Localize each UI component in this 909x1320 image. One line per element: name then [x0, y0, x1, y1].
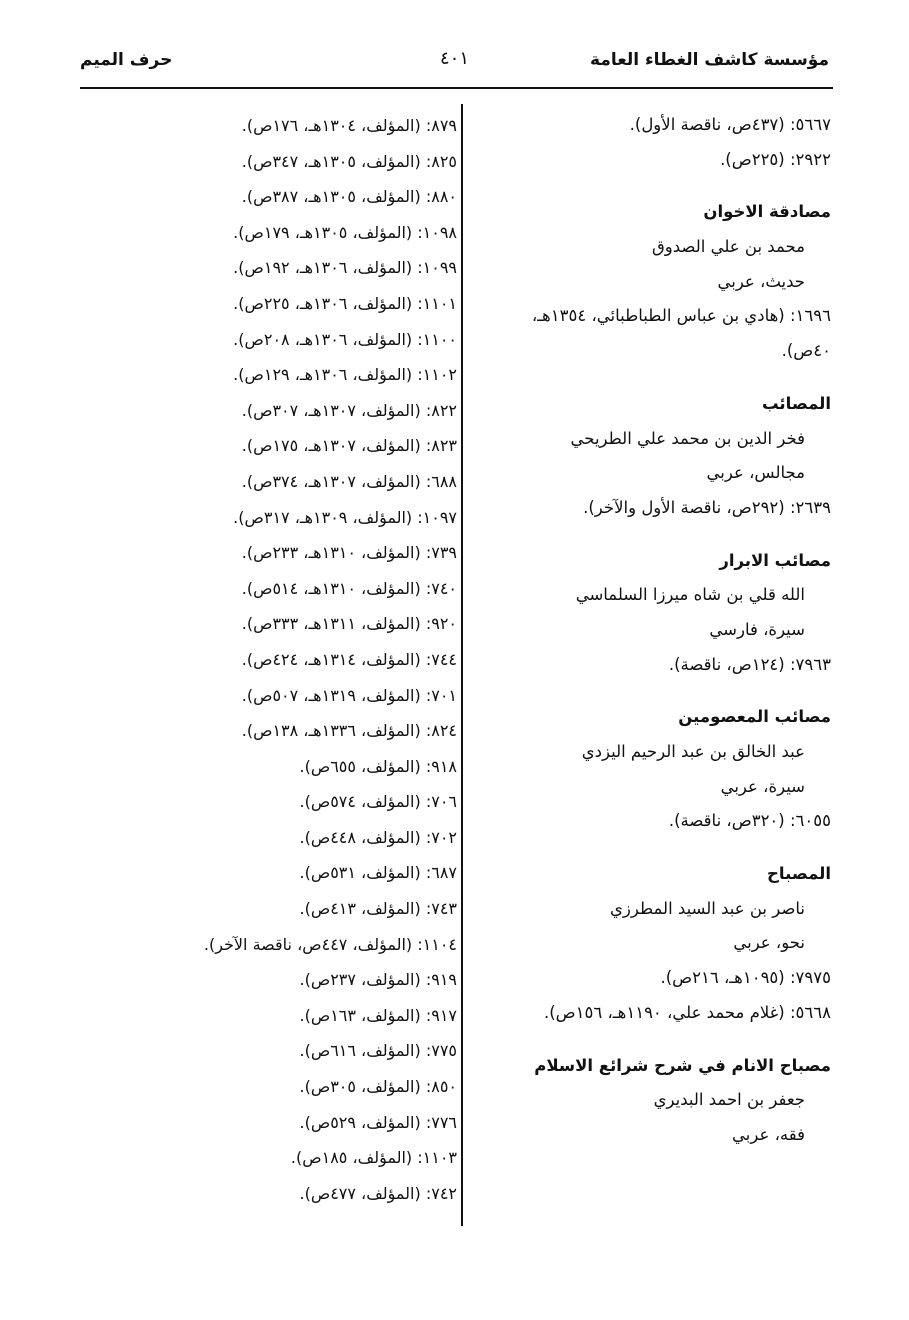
- entry-record: ١١٠٠: (المؤلف، ١٣٠٦هـ، ٢٠٨ص).: [233, 329, 457, 349]
- entry-record: ٧٧٦: (المؤلف، ٥٢٩ص).: [299, 1112, 457, 1132]
- left-column: [157, 108, 457, 1211]
- entry-record: ٥٦٦٧: (٤٣٧ص، ناقصة الأول).: [629, 115, 831, 134]
- entry-detail: ناصر بن عبد السيد المطرزي: [610, 898, 805, 918]
- column-divider: [461, 104, 463, 1226]
- running-header-publisher: مؤسسة كاشف الغطاء العامة: [590, 50, 829, 70]
- right-column: [471, 108, 831, 1153]
- entry-record: ٨٢٣: (المؤلف، ١٣٠٧هـ، ١٧٥ص).: [241, 436, 457, 456]
- entry-detail: سيرة، فارسي: [709, 619, 805, 639]
- entry-gap: [471, 682, 831, 700]
- entry-gap: [471, 839, 831, 857]
- entry-record: ٧٠١: (المؤلف، ١٣١٩هـ، ٥٠٧ص).: [241, 685, 457, 705]
- entry-record: ٧٩٧٥: (١٠٩٥هـ، ٢١٦ص).: [660, 968, 831, 988]
- entry-record: ٩٢٠: (المؤلف، ١٣١١هـ، ٣٣٣ص).: [241, 614, 457, 634]
- entry-detail: عبد الخالق بن عبد الرحيم اليزدي: [581, 742, 805, 761]
- entry-record: ٢٩٢٢: (٢٢٥ص).: [720, 149, 831, 169]
- entry-title: مصباح الانام في شرح شرائع الاسلام: [534, 1055, 831, 1075]
- entry-detail: نحو، عربي: [733, 933, 805, 953]
- entry-detail: مجالس، عربي: [706, 463, 805, 483]
- entry-record: ٨٧٩: (المؤلف، ١٣٠٤هـ، ١٧٦ص).: [241, 116, 457, 135]
- entry-gap: [471, 1031, 831, 1049]
- header-rule: [80, 87, 833, 89]
- entry-record: ٢٦٣٩: (٢٩٢ص، ناقصة الأول والآخر).: [583, 497, 831, 517]
- page-number: ٤٠١: [440, 48, 470, 69]
- entry-title: المصائب: [761, 393, 831, 413]
- entry-record: ٦٨٨: (المؤلف، ١٣٠٧هـ، ٣٧٤ص).: [241, 471, 457, 491]
- entry-detail: فقه، عربي: [732, 1124, 805, 1144]
- entry-detail: حديث، عربي: [717, 271, 805, 291]
- entry-record: ٦٨٧: (المؤلف، ٥٣١ص).: [299, 863, 457, 883]
- entry-title: مصائب المعصومين: [678, 707, 831, 727]
- entry-record: ١٠٩٩: (المؤلف، ١٣٠٦هـ، ١٩٢ص).: [233, 258, 457, 278]
- entry-record: ٩١٩: (المؤلف، ٢٣٧ص).: [299, 970, 457, 990]
- entry-record: ٧٠٦: (المؤلف، ٥٧٤ص).: [299, 792, 457, 812]
- entry-record: ١١٠٤: (المؤلف، ٤٤٧ص، ناقصة الآخر).: [203, 934, 457, 954]
- entry-record: ٧٣٩: (المؤلف، ١٣١٠هـ، ٢٣٣ص).: [241, 543, 457, 563]
- entry-record: ١١٠١: (المؤلف، ١٣٠٦هـ، ٢٢٥ص).: [233, 293, 457, 313]
- entry-record: ٧٧٥: (المؤلف، ٦١٦ص).: [299, 1041, 457, 1061]
- entry-record: ٤٠ص).: [781, 341, 831, 361]
- entry-record: ٨٢٥: (المؤلف، ١٣٠٥هـ، ٣٤٧ص).: [241, 151, 457, 171]
- entry-detail: جعفر بن احمد البديري: [653, 1090, 805, 1110]
- entry-record: ٧٤٢: (المؤلف، ٤٧٧ص).: [299, 1183, 457, 1203]
- entry-detail: الله قلي بن شاه ميرزا السلماسي: [575, 585, 805, 605]
- running-header-section: حرف الميم: [80, 50, 173, 70]
- entry-record: ٨٢٢: (المؤلف، ١٣٠٧هـ، ٣٠٧ص).: [241, 400, 457, 420]
- entry-record: ١٠٩٧: (المؤلف، ١٣٠٩هـ، ٣١٧ص).: [233, 507, 457, 527]
- entry-record: ١١٠٣: (المؤلف، ١٨٥ص).: [290, 1148, 457, 1168]
- entry-record: ٨٢٤: (المؤلف، ١٣٣٦هـ، ١٣٨ص).: [241, 721, 457, 741]
- entry-detail: فخر الدين بن محمد علي الطريحي: [570, 428, 805, 448]
- entry-record: ١٠٩٨: (المؤلف، ١٣٠٥هـ، ١٧٩ص).: [233, 222, 457, 242]
- entry-record: ٩١٧: (المؤلف، ١٦٣ص).: [299, 1005, 457, 1025]
- entry-title: مصادقة الاخوان: [703, 202, 831, 222]
- entry-detail: سيرة، عربي: [720, 776, 805, 796]
- entry-record: ٧٩٦٣: (١٢٤ص، ناقصة).: [668, 654, 831, 674]
- entry-record: ٦٠٥٥: (٣٢٠ص، ناقصة).: [668, 811, 831, 831]
- entry-record: ٧٤٠: (المؤلف، ١٣١٠هـ، ٥١٤ص).: [241, 578, 457, 598]
- entry-record: ١١٠٢: (المؤلف، ١٣٠٦هـ، ١٢٩ص).: [233, 365, 457, 385]
- entry-record: ٧٤٣: (المؤلف، ٤١٣ص).: [299, 899, 457, 919]
- entry-record: ٥٦٦٨: (غلام محمد علي، ١١٩٠هـ، ١٥٦ص).: [544, 1002, 831, 1022]
- entry-record: ٨٥٠: (المؤلف، ٣٠٥ص).: [299, 1077, 457, 1097]
- entry-record: ٩١٨: (المؤلف، ٦٥٥ص).: [299, 756, 457, 776]
- entry-detail: محمد بن علي الصدوق: [652, 237, 805, 257]
- entry-record: ٧٤٤: (المؤلف، ١٣١٤هـ، ٤٢٤ص).: [241, 649, 457, 669]
- entry-gap: [471, 526, 831, 544]
- entry-record: ٧٠٢: (المؤلف، ٤٤٨ص).: [299, 827, 457, 847]
- entry-gap: [471, 177, 831, 195]
- entry-title: المصباح: [767, 864, 831, 884]
- entry-title: مصائب الابرار: [719, 550, 831, 570]
- entry-gap: [471, 369, 831, 387]
- entry-record: ١٦٩٦: (هادي بن عباس الطباطبائي، ١٣٥٤هـ،: [531, 306, 831, 326]
- entry-record: ٨٨٠: (المؤلف، ١٣٠٥هـ، ٣٨٧ص).: [241, 187, 457, 207]
